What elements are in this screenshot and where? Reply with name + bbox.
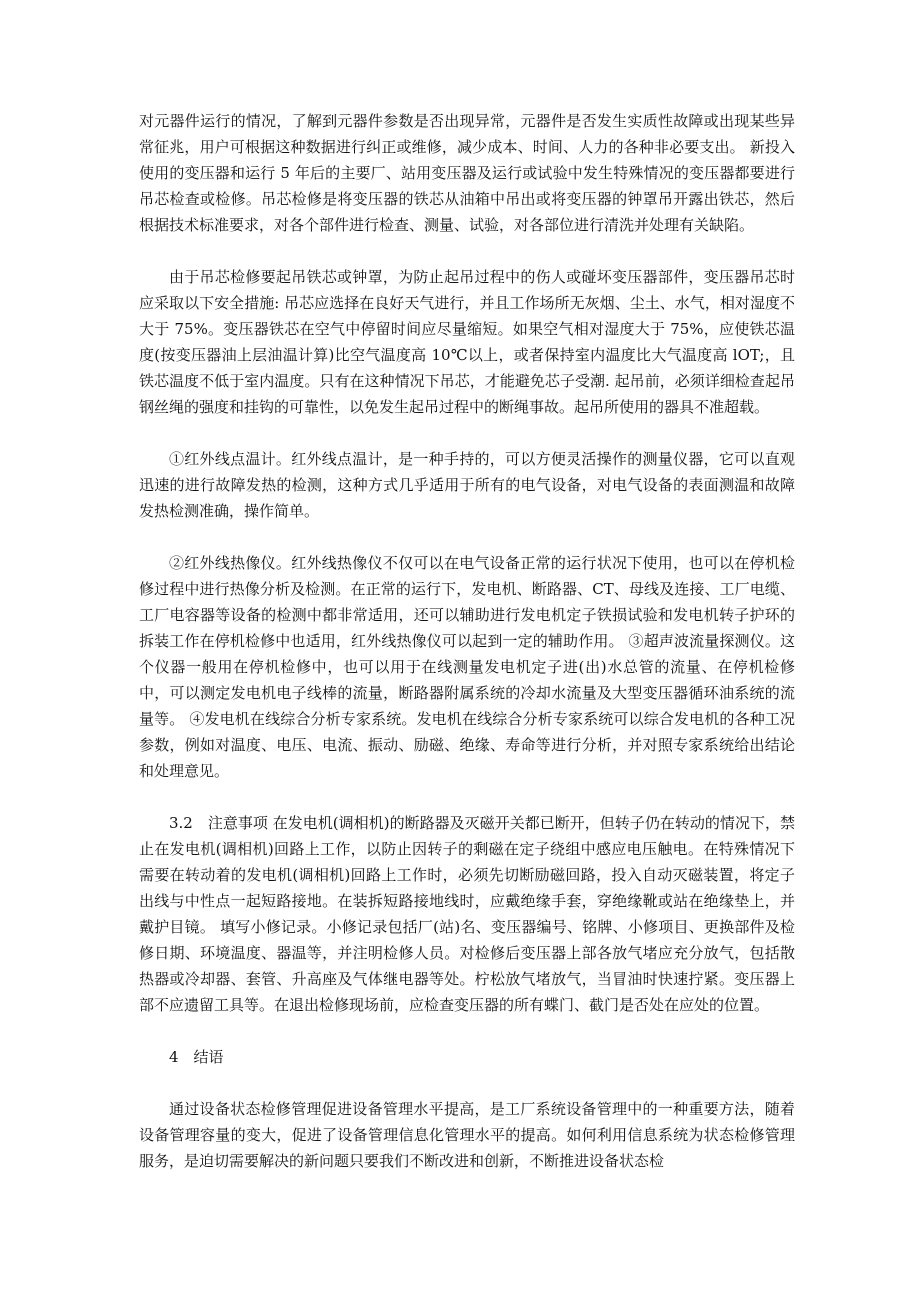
paragraph-1: 对元器件运行的情况，了解到元器件参数是否出现异常，元器件是否发生实质性故障或出现某些异常征兆，用户可根据这种数据进行纠正或维修，减少成本、时间、人力的各种非必要支出。 新投入使用的变压器和运行 5 年后的主要厂、站用变压器及运行或试验中发生特殊情况的变压器都要进行吊芯检查或检修。吊芯检修是将变压器的铁芯从油箱中吊出或将变压器的钟罩吊开露出铁芯，然后根据技术标准要求，对各个部件进行检查、测量、试验，对各部位进行清洗并处理有关缺陷。 <box>139 112 795 234</box>
section-heading: 4 结语 <box>169 1048 224 1066</box>
paragraph-2: 由于吊芯检修要起吊铁芯或钟罩，为防止起吊过程中的伤人或碰坏变压器部件，变压器吊芯时应采取以下安全措施: 吊芯应选择在良好天气进行，并且工作场所无灰烟、尘土、水气，相对湿度不大于 75%。变压器铁芯在空气中停留时间应尽量缩短。如果空气相对湿度大于 75%，应使铁芯温度(按变压器油上层油温计算)比空气温度高 10℃以上，或者保持室内温度比大气温度高 lOT;，且铁芯温度不低于室内温度。只有在这种情况下吊芯，才能避免芯子受潮. 起吊前，必须详细检查起吊钢丝绳的强度和挂钩的可靠性，以免发生起吊过程中的断绳事故。起吊所使用的器具不准超载。 <box>139 268 795 416</box>
paragraph-3: ①红外线点温计。红外线点温计，是一种手持的，可以方便灵活操作的测量仪器，它可以直观迅速的进行故障发热的检测，这种方式几乎适用于所有的电气设备，对电气设备的表面测温和故障发热检测准确，操作简单。 <box>139 450 795 520</box>
paragraph-5: 3.2 注意事项 在发电机(调相机)的断路器及灭磁开关都已断开，但转子仍在转动的情况下，禁止在发电机(调相机)回路上工作，以防止因转子的剩磁在定子绕组中感应电压触电。在特殊情况下需要在转动着的发电机(调相机)回路上工作时，必须先切断励磁回路，投入自动灭磁装置，将定子出线与中性点一起短路接地。在装拆短路接地线时，应戴绝缘手套，穿绝缘靴或站在绝缘垫上，并戴护目镜。 填写小修记录。小修记录包括厂(站)名、变压器编号、铭牌、小修项目、更换部件及检修日期、环境温度、器温等，并注明检修人员。对检修后变压器上部各放气堵应充分放气，包括散热器或冷却器、套管、升高座及气体继电器等处。柠松放气堵放气，当冒油时快速拧紧。变压器上部不应遗留工具等。在退出检修现场前，应检查变压器的所有蝶门、截门是否处在应处的位置。 <box>139 814 795 1014</box>
paragraph-6: 通过设备状态检修管理促进设备管理水平提高，是工厂系统设备管理中的一种重要方法，随着设备管理容量的变大，促进了设备管理信息化管理水平的提高。如何利用信息系统为状态检修管理服务，是迫切需要解决的新问题只要我们不断改进和创新，不断推进设备状态检 <box>139 1100 795 1170</box>
document-body <box>139 108 795 1200</box>
paragraph-4: ②红外线热像仪。红外线热像仪不仅可以在电气设备正常的运行状况下使用，也可以在停机检修过程中进行热像分析及检测。在正常的运行下，发电机、断路器、CT、母线及连接、工厂电缆、工厂电容器等设备的检测中都非常适用，还可以辅助进行发电机定子铁损试验和发电机转子护环的拆装工作在停机检修中也适用，红外线热像仪可以起到一定的辅助作用。 ③超声波流量探测仪。这个仪器一般用在停机检修中，也可以用于在线测量发电机定子进(出)水总管的流量、在停机检修中，可以测定发电机电子线棒的流量，断路器附属系统的冷却水流量及大型变压器循环油系统的流量等。 ④发电机在线综合分析专家系统。发电机在线综合分析专家系统可以综合发电机的各种工况参数，例如对温度、电压、电流、振动、励磁、绝缘、寿命等进行分析，并对照专家系统给出结论和处理意见。 <box>139 554 795 780</box>
